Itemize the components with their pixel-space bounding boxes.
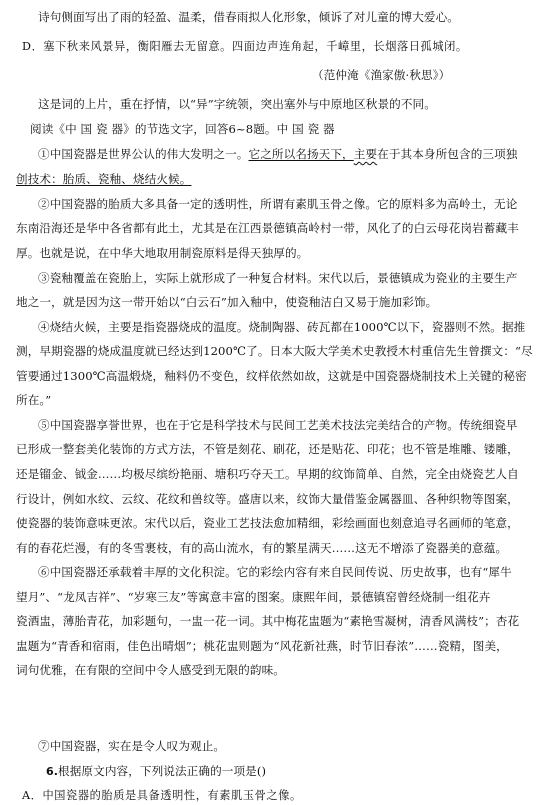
option-text: A．中国瓷器的胎质是具备透明性，有素肌玉骨之像。 — [22, 789, 302, 802]
paragraph-4-line: 管要通过1300℃高温煅烧，釉料仍不变色，纹样依然如故，这就是中国瓷器烧制技术上关键的秘密 — [16, 369, 527, 383]
paragraph-5-line: 有的春花烂漫，有的冬雪裹枝，有的高山流水，有的繁星满天……这无不增添了瓷器美的意蕴。 — [16, 541, 508, 555]
text-line: 这是词的上片，重在抒情，以“异”字统领，突出塞外与中原地区秋景的不同。 — [38, 97, 436, 111]
paragraph-4-line: ④烧结火候，主要是指瓷器烧成的温度。烧制陶器、砖瓦都在1000℃以下，瓷器则不然。据推 — [38, 320, 526, 334]
paragraph-2-line: ②中国瓷器的胎质大多具备一定的透明性，所谓有素肌玉骨之像。它的原料多为高岭土，无论 — [38, 197, 518, 211]
sentence: ⑦中国瓷器，实在是令人叹为观止。 — [38, 739, 226, 753]
paragraph-2-line: 东南沿海还是华中各省都有此土，尤其是在江西景德镇高岭村一带，风化了的白云母花岗岩蓄藏丰 — [16, 221, 519, 235]
paragraph-3-line: 地之一，就是因为这一带开始以“白云石”加入釉中，使瓷釉洁白又易于施加彩饰。 — [16, 295, 438, 309]
paragraph-4-line: 所在。” — [16, 393, 52, 407]
sentence: ①中国瓷器是世界公认的伟大发明之一。 — [38, 147, 249, 161]
reading-instruction: 阅读《中 国 瓷 器》的节选文字，回答6~8题。中 国 瓷 器 — [30, 122, 335, 136]
paragraph-5-line: 使瓷器的装饰意味更浓。宋代以后，瓷业工艺技法愈加精细，彩绘画面也刻意追寻名画师的笔意， — [16, 516, 519, 530]
paragraph-5-line: 还是镏金、钺金……均极尽缤纷艳丽、塘积巧夺天工。早期的纹饰简单、自然，完全由烧瓷艺人自 — [16, 467, 519, 481]
paragraph-2-line: 厚。也就是说，在中华大地取用制瓷原料是得天独厚的。 — [16, 246, 309, 260]
paragraph-6-line: ⑥中国瓷器还承载着丰厚的文化积淀。它的彩绘内容有来自民间传说、历史故事，也有“犀牛 — [38, 565, 512, 579]
poem-attribution: （范仲淹《渔家傲·秋思》） — [312, 68, 451, 82]
paragraph-7-line — [38, 738, 225, 754]
paragraph-1-line — [38, 146, 517, 162]
wavy-underlined-text: 主要 — [353, 147, 378, 161]
paragraph-6-line: 瓷酒盅，薄胎青花，加彩题句，一盅一花一词。其中梅花盅题为“素艳雪凝树，清香风满枝”；杏花 — [16, 614, 520, 628]
paragraph-5-line: ⑤中国瓷器享誉世界，也在于它是科学技术与民间工艺美术技法完美结合的产物。传统细瓷早 — [38, 418, 518, 432]
underlined-text: 创技术：胎质、瓷釉、烧结火候。 — [16, 172, 192, 186]
question-text: 根据原文内容，下列说法正确的一项是() — [58, 764, 267, 778]
paragraph-5-line: 已形成一整套美化装饰的方式方法，不管是刻花、刷花，还是贴花、印花；也不管是堆雕、镂雕， — [16, 442, 519, 456]
paragraph-5-line: 行设计，例如水纹、云纹、花纹和兽纹等。盛唐以来，纹饰大量借鉴金属器皿、各种织物等图案， — [16, 492, 519, 506]
paragraph-6-line: 盅题为“青香和宿雨，佳色出晴烟”；桃花盅则题为“风花新社燕，时节旧春浓”……瓷精，图美， — [16, 639, 508, 653]
paragraph-1-line — [16, 171, 191, 187]
underlined-text: 它之所以名扬天下， — [248, 147, 354, 161]
question-number: 6. — [46, 765, 59, 778]
paragraph-3-line: ③瓷釉覆盖在瓷胎上，实际上就形成了一种复合材料。宋代以后，景德镇成为瓷业的主要生产 — [38, 271, 518, 285]
sentence: 在于其本身所包含的三项独 — [377, 147, 518, 161]
poem-line: D．塞下秋来风景异，衡阳雁去无留意。四面边声连角起，千嶂里，长烟落日孤城闭。 — [22, 40, 468, 53]
question-6 — [46, 763, 266, 780]
paragraph-6-line: 望月”、“龙凤吉祥”、“岁寒三友”等寓意丰富的图案。康熙年间，景德镇窑曾经烧制一组花卉 — [16, 590, 491, 604]
option-a — [22, 787, 302, 804]
text-line: 诗句侧面写出了雨的轻盈、温柔，借春雨拟人化形象，倾诉了对儿童的博大爱心。 — [38, 10, 459, 24]
paragraph-6-line: 词句优雅，在有限的空间中令人感受到无限的韵味。 — [16, 663, 285, 677]
paragraph-4-line: 测，早期瓷器的烧成温度就已经达到1200℃了。日本大阪大学美术史教授木村重信先生曾撰文：“尽 — [16, 344, 533, 358]
